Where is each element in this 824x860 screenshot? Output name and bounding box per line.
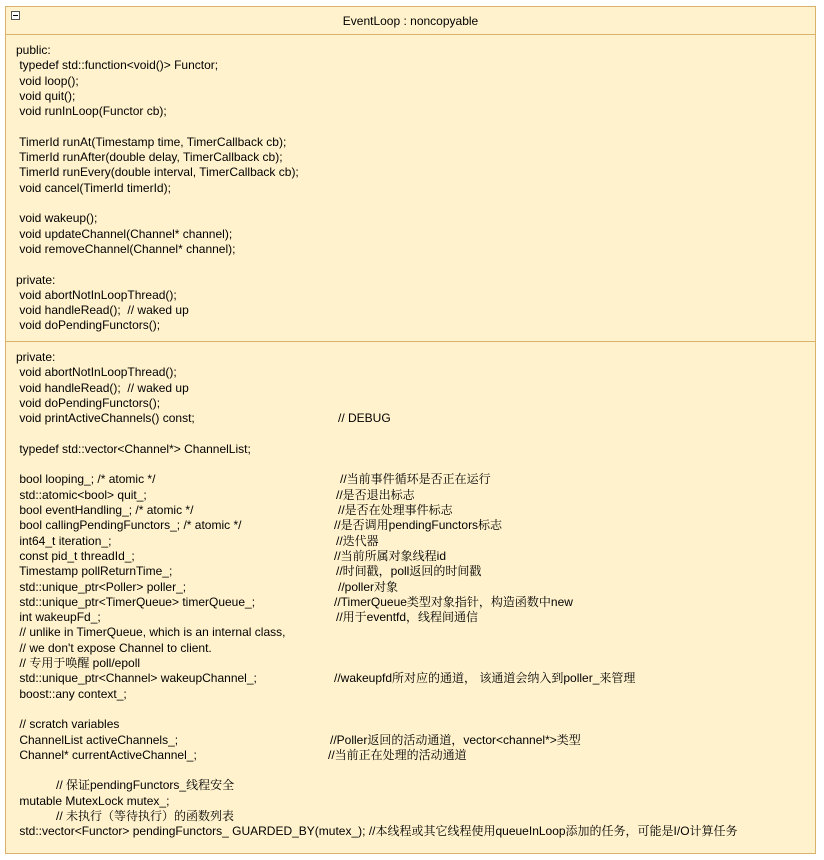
member-line: // we don't expose Channel to client. xyxy=(16,640,212,655)
member-comment: //TimerQueue类型对象指针，构造函数中new xyxy=(334,594,573,609)
method-line: void doPendingFunctors(); xyxy=(16,318,161,333)
member-line: int64_t iteration_; xyxy=(16,533,112,548)
member-line: private: xyxy=(16,350,56,364)
method-line: void cancel(TimerId timerId); xyxy=(16,180,171,195)
member-comment: //Poller返回的活动通道，vector<channel*>类型 xyxy=(330,732,581,747)
member-line: bool eventHandling_; /* atomic */ xyxy=(16,503,194,517)
member-line: void abortNotInLoopThread(); xyxy=(16,365,177,380)
method-line: void updateChannel(Channel* channel); xyxy=(16,226,233,241)
member-comment: //是否退出标志 xyxy=(336,487,415,502)
method-line: void quit(); xyxy=(16,88,76,103)
member-comment: //是否在处理事件标志 xyxy=(338,503,453,517)
member-line: ChannelList activeChannels_; xyxy=(16,732,179,747)
member-comment: //当前事件循环是否正在运行 xyxy=(340,472,491,487)
method-line: public: xyxy=(16,43,51,57)
member-comment: //时间戳，poll返回的时间戳 xyxy=(336,564,482,579)
member-line: void doPendingFunctors(); xyxy=(16,395,161,410)
member-line: std::atomic<bool> quit_; xyxy=(16,487,147,502)
members-compartment[interactable] xyxy=(6,342,815,853)
member-line: bool callingPendingFunctors_; /* atomic */ xyxy=(16,518,242,533)
member-line: // scratch variables xyxy=(16,717,120,732)
member-line: // unlike in TimerQueue, which is an internal class, xyxy=(16,625,286,640)
member-line: // 专用于唤醒 poll/epoll xyxy=(16,656,141,670)
member-comment: //是否调用pendingFunctors标志 xyxy=(334,518,503,533)
member-line: void handleRead(); // waked up xyxy=(16,380,189,395)
member-comment: //当前正在处理的活动通道 xyxy=(328,747,467,762)
methods-list xyxy=(16,43,811,341)
member-comment: //wakeupfd所对应的通道， 该通道会纳入到poller_来管理 xyxy=(334,671,636,686)
member-line: mutable MutexLock mutex_; xyxy=(16,793,170,808)
members-list xyxy=(16,350,811,853)
method-line: void handleRead(); // waked up xyxy=(16,303,189,318)
eventloop-class-box[interactable] xyxy=(5,6,816,854)
method-line: private: xyxy=(16,272,56,287)
method-line: TimerId runAfter(double delay, TimerCallback cb); xyxy=(16,150,283,165)
member-comment: //poller对象 xyxy=(338,579,399,594)
member-comment: //当前所属对象线程id xyxy=(334,548,447,563)
member-comment: //迭代器 xyxy=(336,533,379,548)
method-line: void removeChannel(Channel* channel); xyxy=(16,241,236,256)
class-title: EventLoop : noncopyable xyxy=(342,14,479,28)
method-line: void loop(); xyxy=(16,73,79,88)
method-line: void runInLoop(Functor cb); xyxy=(16,104,167,119)
member-line: std::vector<Functor> pendingFunctors_ GUARDED_BY(mutex_); //本线程或其它线程使用queueInLoop添加的任务，可能是I/O计算任务 xyxy=(16,824,738,839)
member-line: Channel* currentActiveChannel_; xyxy=(16,747,197,762)
member-line: typedef std::vector<Channel*> ChannelList; xyxy=(16,441,251,456)
member-comment: //用于eventfd，线程间通信 xyxy=(336,610,479,625)
member-line: Timestamp pollReturnTime_; xyxy=(16,564,173,579)
member-line: int wakeupFd_; xyxy=(16,610,101,625)
member-line: bool looping_; /* atomic */ xyxy=(16,472,156,487)
member-line: void printActiveChannels() const; xyxy=(16,411,195,426)
member-line: std::unique_ptr<TimerQueue> timerQueue_; xyxy=(16,594,256,609)
member-line: boost::any context_; xyxy=(16,686,127,701)
member-line: std::unique_ptr<Channel> wakeupChannel_; xyxy=(16,671,257,686)
method-line: void wakeup(); xyxy=(16,211,98,226)
member-line: // 未执行（等待执行）的函数列表 xyxy=(16,809,235,823)
member-comment: // DEBUG xyxy=(338,411,391,426)
member-line: const pid_t threadId_; xyxy=(16,548,135,563)
methods-compartment[interactable] xyxy=(6,35,815,342)
member-line: // 保证pendingFunctors_线程安全 xyxy=(16,778,235,793)
method-line: TimerId runEvery(double interval, TimerCallback cb); xyxy=(16,165,299,180)
member-line: std::unique_ptr<Poller> poller_; xyxy=(16,579,187,594)
class-header[interactable] xyxy=(6,7,815,35)
method-line: TimerId runAt(Timestamp time, TimerCallback cb); xyxy=(16,134,287,149)
method-line: void abortNotInLoopThread(); xyxy=(16,287,177,302)
method-line: typedef std::function<void()> Functor; xyxy=(16,58,219,73)
